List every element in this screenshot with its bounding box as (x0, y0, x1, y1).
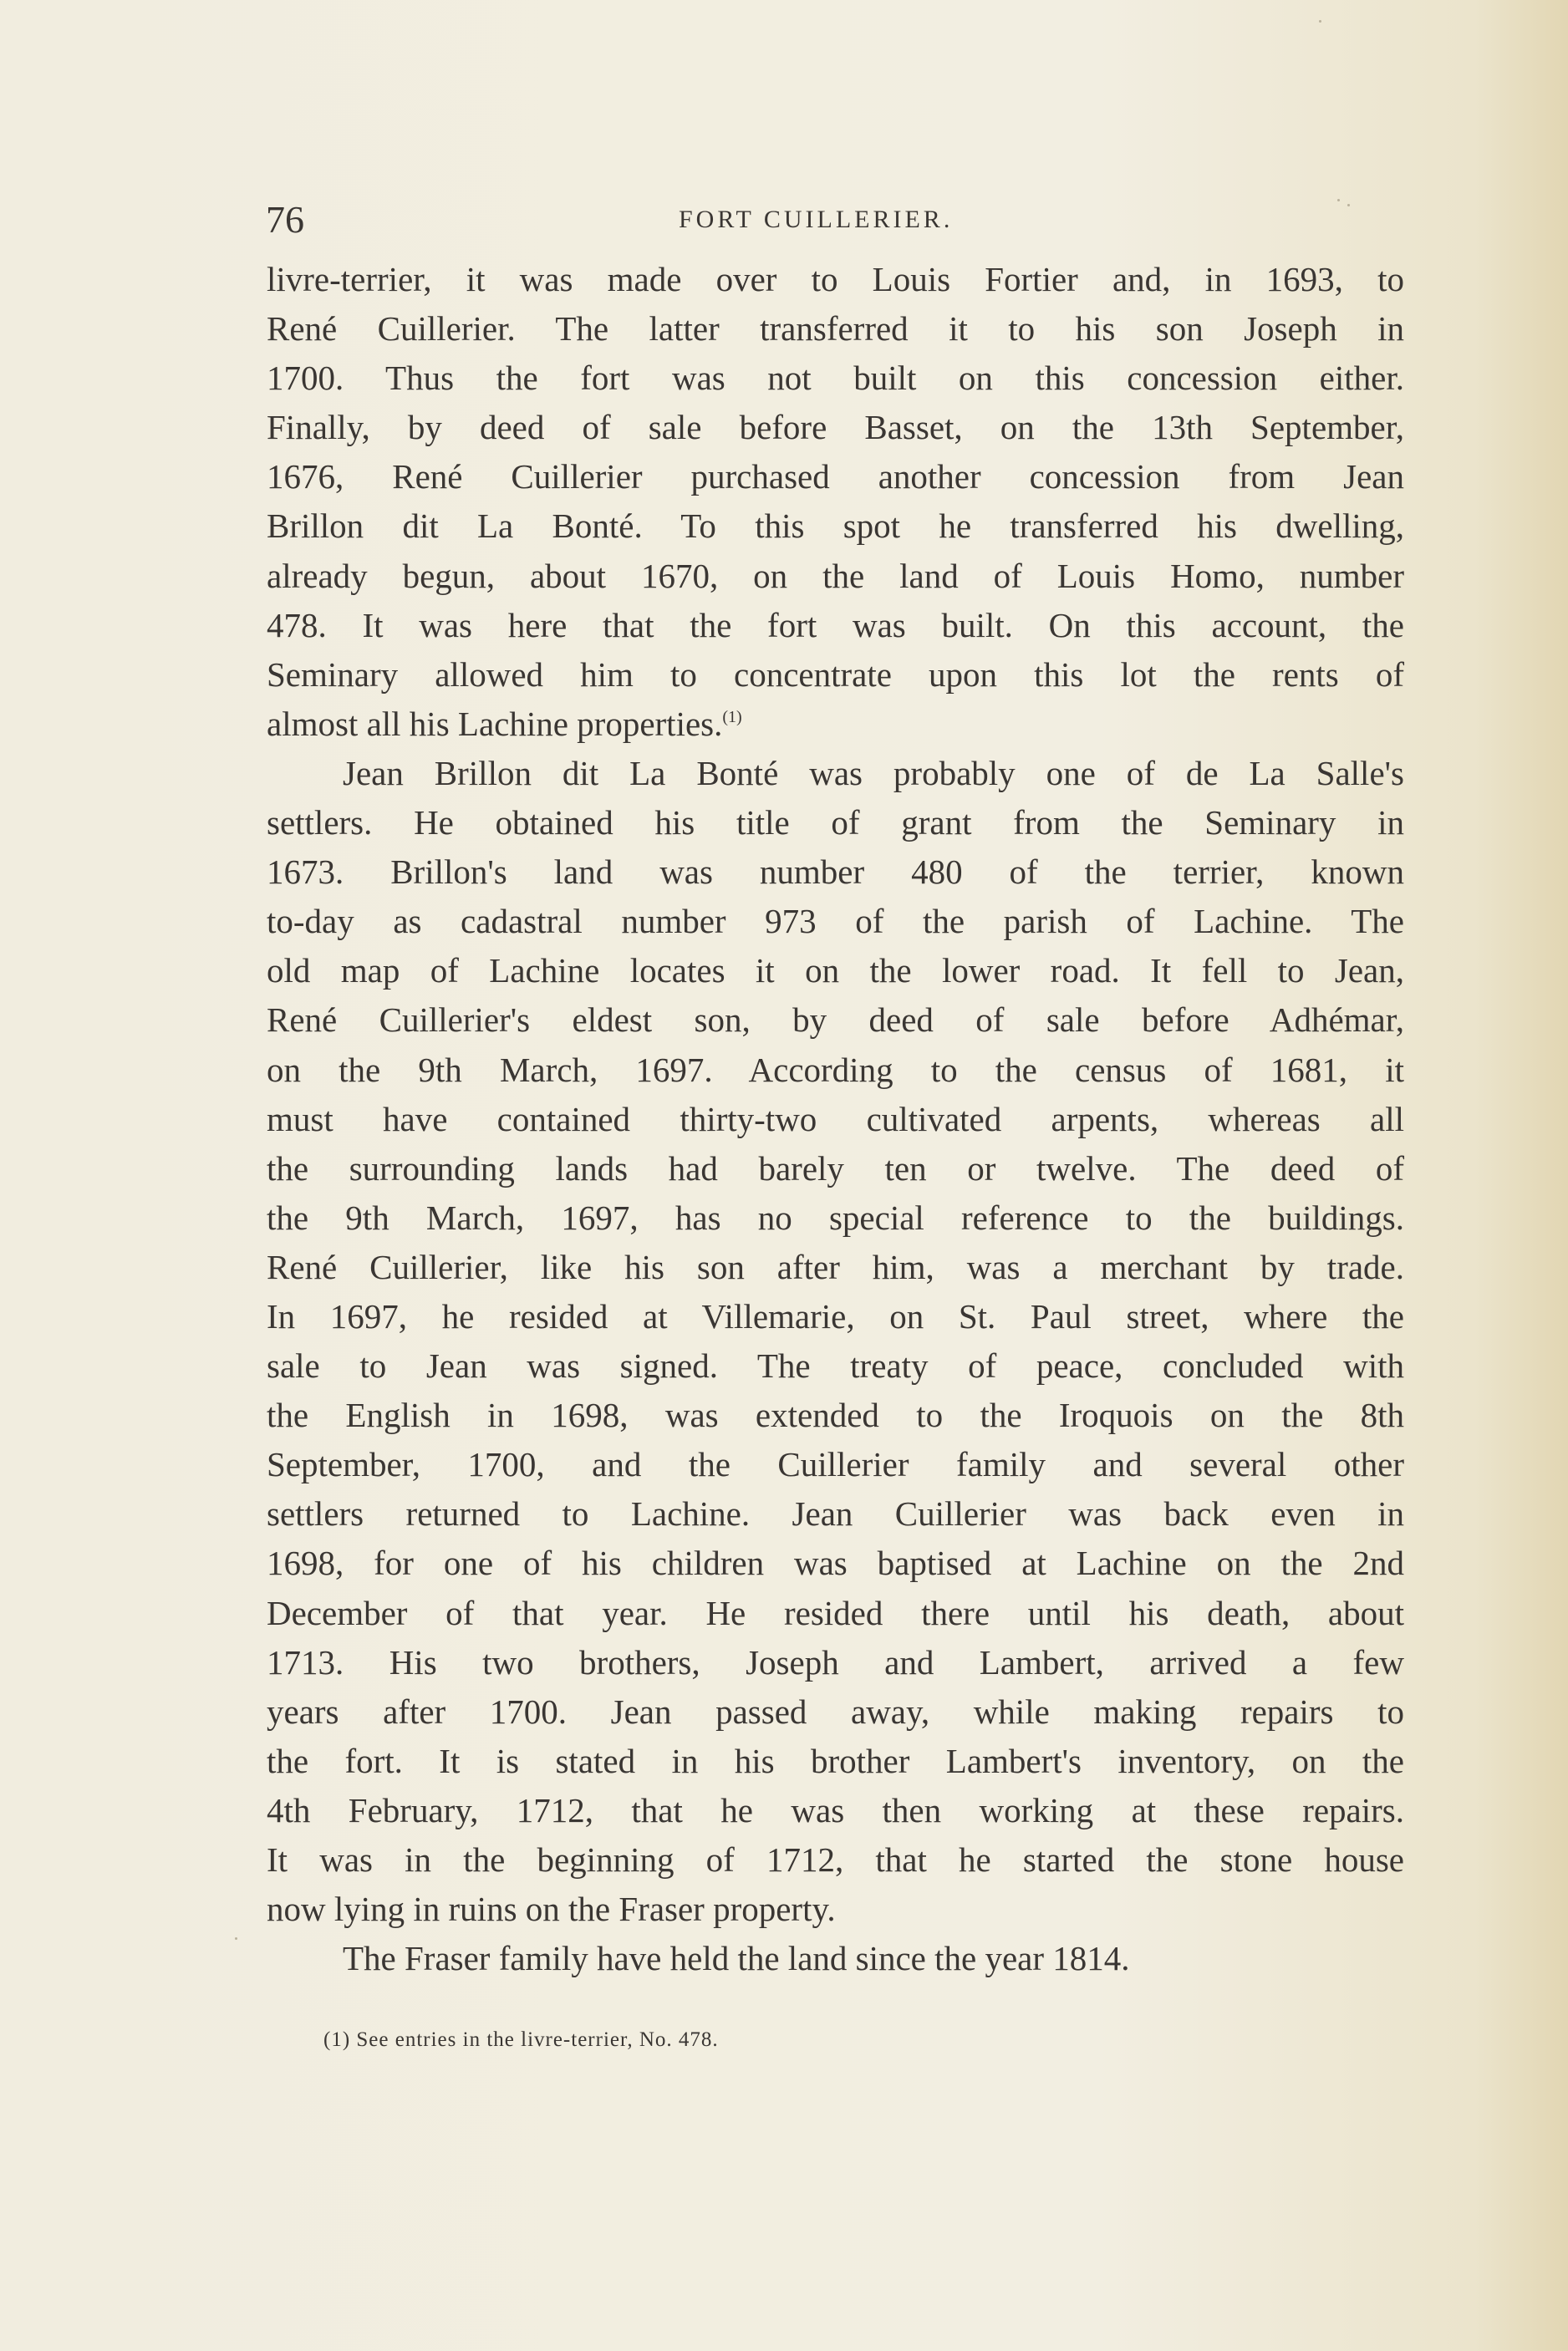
text-line: years after 1700. Jean passed away, while making repairs to (267, 1692, 1404, 1731)
paper-speck (235, 1937, 237, 1940)
text-line: December of that year. He resided there until his death, about (267, 1593, 1404, 1632)
text-line (267, 700, 1404, 749)
text-line: René Cuillerier. The latter transferred it to his son Joseph in (267, 309, 1404, 349)
body-text (267, 255, 1404, 1983)
text-line: It was in the beginning of 1712, that he started the stone house (267, 1840, 1404, 1879)
paragraph-3 (267, 1934, 1404, 1983)
running-title: FORT CUILLERIER. (679, 206, 954, 233)
text-line: the English in 1698, was extended to the Iroquois on the 8th (267, 1396, 1404, 1435)
text-line: Brillon dit La Bonté. To this spot he transferred his dwelling, (267, 506, 1404, 546)
text-line: the fort. It is stated in his brother Lambert's inventory, on the (267, 1741, 1404, 1780)
page-header (0, 194, 1568, 244)
page-number: 76 (266, 198, 304, 241)
text-line: now lying in ruins on the Fraser property. (267, 1890, 836, 1929)
paper-speck (1347, 204, 1350, 206)
text-line: already begun, about 1670, on the land of Louis Homo, number (267, 556, 1404, 595)
text-line: old map of Lachine locates it on the lower road. It fell to Jean, (267, 951, 1404, 990)
paper-speck (1319, 20, 1321, 23)
paper-speck (1337, 199, 1340, 201)
text-line: must have contained thirty-two cultivated arpents, whereas all (267, 1099, 1404, 1138)
text-line: to-day as cadastral number 973 of the parish of Lachine. The (267, 902, 1404, 941)
text-line: the surrounding lands had barely ten or twelve. The deed of (267, 1148, 1404, 1188)
text-line: 1673. Brillon's land was number 480 of the terrier, known (267, 852, 1404, 892)
text-line: settlers returned to Lachine. Jean Cuillerier was back even in (267, 1494, 1404, 1534)
text-line: 4th February, 1712, that he was then working at these repairs. (267, 1790, 1404, 1829)
footnote-marker: (1) (722, 707, 742, 726)
footnote: (1) See entries in the livre-terrier, No. 478. (323, 2028, 719, 2051)
text-line: settlers. He obtained his title of grant from the Seminary in (267, 803, 1404, 842)
text-line: The Fraser family have held the land since the year 1814. (343, 1939, 1130, 1978)
text-line: livre-terrier, it was made over to Louis Fortier and, in 1693, to (267, 260, 1404, 298)
text-line: the 9th March, 1697, has no special reference to the buildings. (267, 1198, 1404, 1237)
text-line-content: almost all his Lachine properties. (267, 704, 723, 743)
text-line: Seminary allowed him to concentrate upon this lot the rents of (267, 654, 1404, 694)
text-line: sale to Jean was signed. The treaty of peace, concluded with (267, 1346, 1404, 1386)
text-line: René Cuillerier, like his son after him, was a merchant by trade. (267, 1247, 1404, 1286)
text-line: September, 1700, and the Cuillerier family and several other (267, 1445, 1404, 1484)
text-line: 1676, René Cuillerier purchased another concession from Jean (267, 457, 1404, 496)
text-line: Finally, by deed of sale before Basset, on the 13th September, (267, 408, 1404, 447)
text-line: René Cuillerier's eldest son, by deed of sale before Adhémar, (267, 1000, 1404, 1040)
text-line: 1700. Thus the fort was not built on this concession either. (267, 359, 1404, 398)
paragraph-2 (267, 749, 1404, 1934)
text-line: 1698, for one of his children was baptised at Lachine on the 2nd (267, 1544, 1404, 1583)
text-line: on the 9th March, 1697. According to the census of 1681, it (267, 1050, 1404, 1089)
text-line: Jean Brillon dit La Bonté was probably one of de La Salle's (343, 753, 1404, 792)
paragraph-1 (267, 255, 1404, 749)
text-line: In 1697, he resided at Villemarie, on St. Paul street, where the (267, 1296, 1404, 1336)
text-line: 1713. His two brothers, Joseph and Lambert, arrived a few (267, 1642, 1404, 1682)
text-line: 478. It was here that the fort was built. On this account, the (267, 605, 1404, 644)
